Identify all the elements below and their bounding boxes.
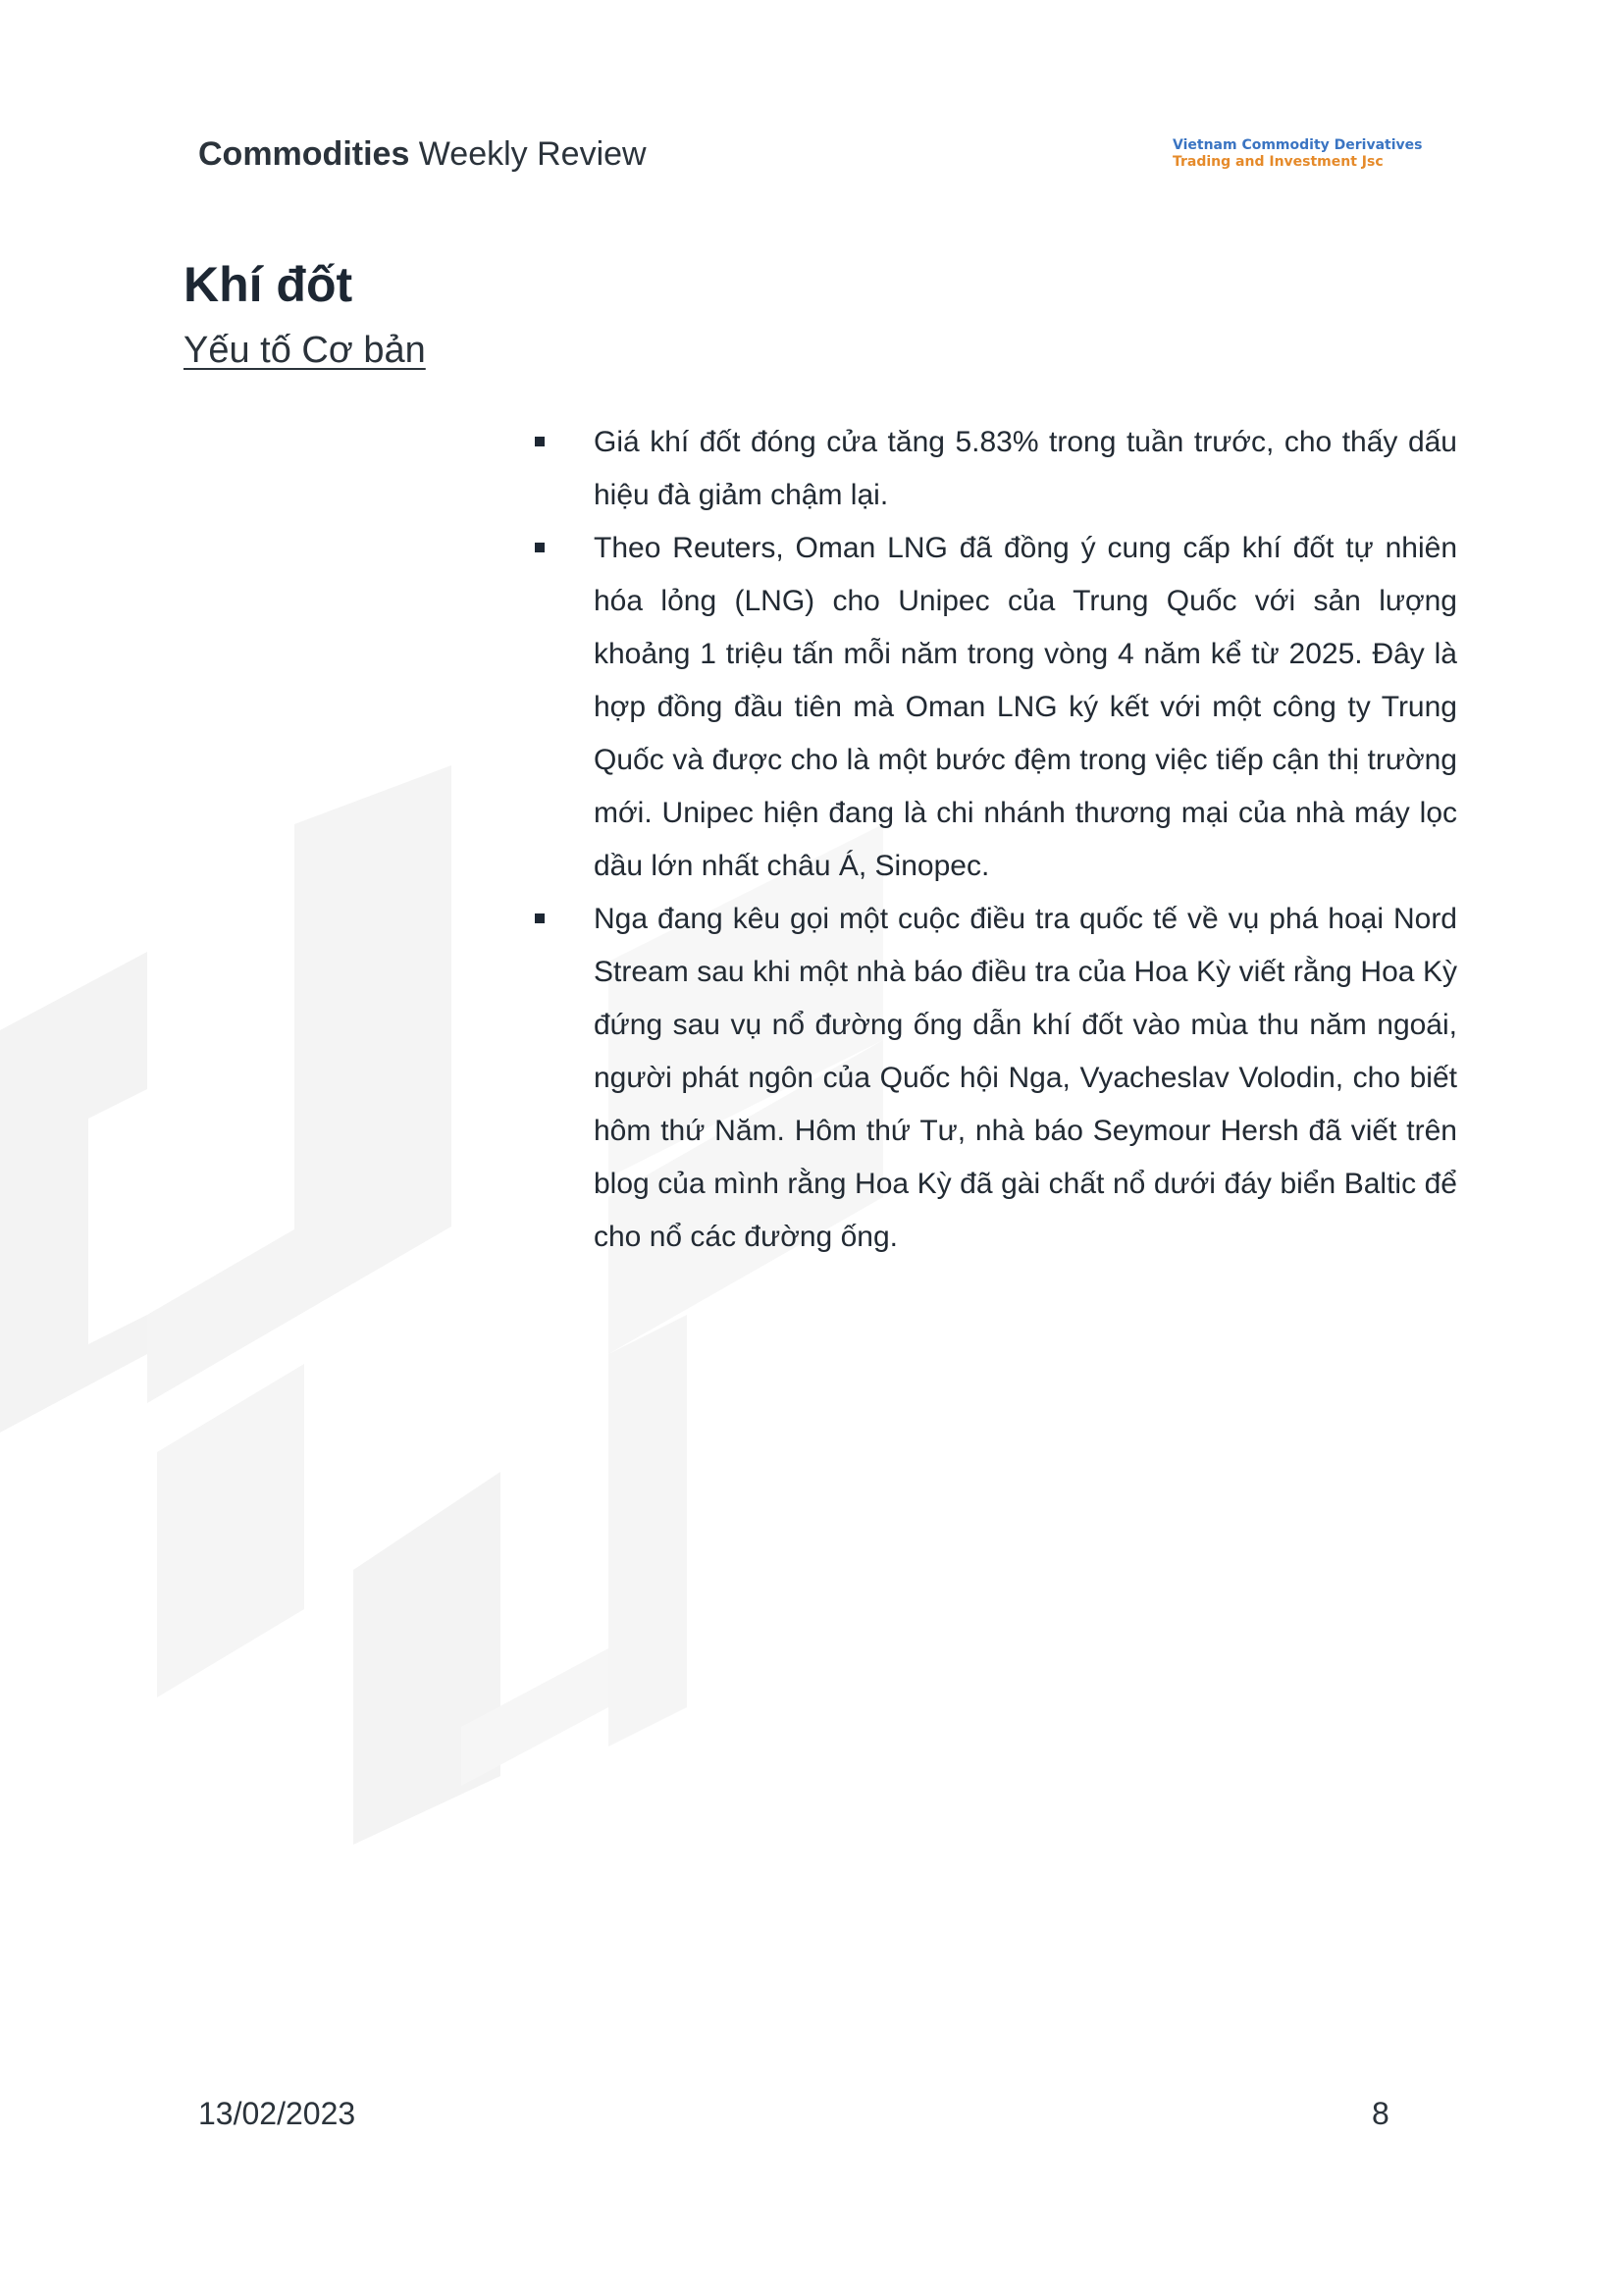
brand-line-2: Trading and Investment Jsc [1173, 154, 1384, 170]
page-number: 8 [1372, 2096, 1389, 2131]
square-bullet-icon [535, 543, 545, 552]
square-bullet-icon [535, 913, 545, 923]
report-title-rest: Weekly Review [409, 135, 647, 173]
bullet-list [535, 416, 1457, 1264]
brand-logo-text [1173, 137, 1423, 171]
section-subheading: Yếu tố Cơ bản [183, 330, 426, 371]
bullet-item [535, 522, 1457, 893]
section-title: Khí đốt [183, 257, 353, 312]
brand-line-1: Vietnam Commodity Derivatives [1173, 137, 1423, 153]
bullet-text: Nga đang kêu gọi một cuộc điều tra quốc tế về vụ phá hoại Nord Stream sau khi một nhà báo điều tra của Hoa Kỳ viết rằng Hoa Kỳ đứng sau vụ nổ đường ống dẫn khí đốt vào mùa thu năm ngoái, người phát ngôn của Quốc hội Nga, Vyacheslav Volodin, cho biết hôm thứ Năm. Hôm thứ Tư, nhà báo Seymour Hersh đã viết trên blog của mình rằng Hoa Kỳ đã gài chất nổ dưới đáy biển Baltic để cho nổ các đường ống. [594, 903, 1457, 1253]
footer-date: 13/02/2023 [198, 2096, 356, 2131]
bullet-text: Theo Reuters, Oman LNG đã đồng ý cung cấp khí đốt tự nhiên hóa lỏng (LNG) cho Unipec của Trung Quốc với sản lượng khoảng 1 triệu tấn mỗi năm trong vòng 4 năm kể từ 2025. Đây là hợp đồng đầu tiên mà Oman LNG ký kết với một công ty Trung Quốc và được cho là một bước đệm trong việc tiếp cận thị trường mới. Unipec hiện đang là chi nhánh thương mại của nhà máy lọc dầu lớn nhất châu Á, Sinopec. [594, 532, 1457, 882]
square-bullet-icon [535, 437, 545, 446]
report-title-bold: Commodities [198, 135, 410, 173]
report-header [198, 135, 647, 174]
bullet-text: Giá khí đốt đóng cửa tăng 5.83% trong tuần trước, cho thấy dấu hiệu đà giảm chậm lại. [594, 426, 1457, 511]
bullet-item [535, 416, 1457, 522]
bullet-item [535, 893, 1457, 1264]
